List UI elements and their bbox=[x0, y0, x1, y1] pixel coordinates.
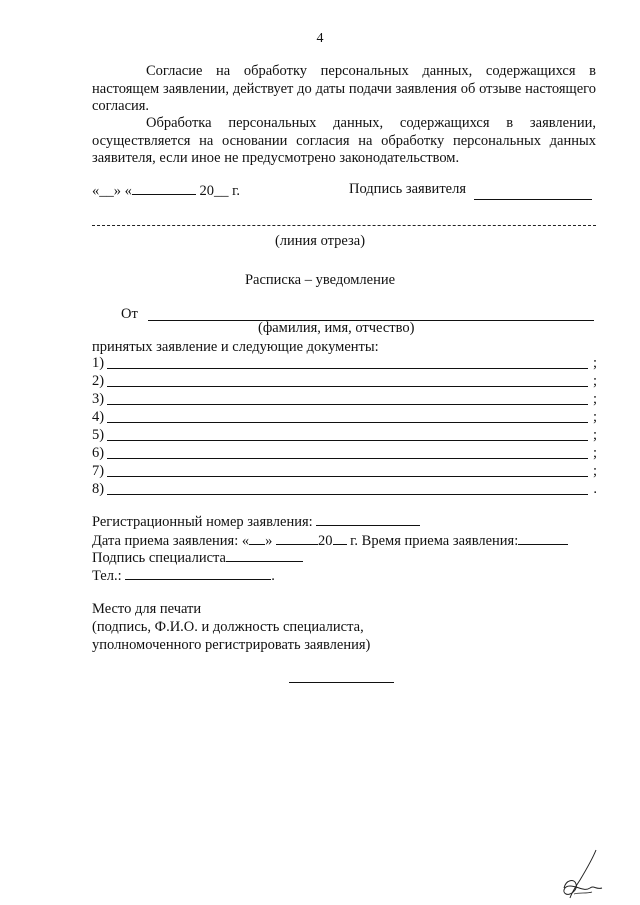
specialist-signature-row bbox=[92, 548, 303, 567]
handwritten-signature bbox=[556, 848, 608, 902]
document-line-end: ; bbox=[592, 409, 597, 425]
date-month-blank bbox=[132, 181, 196, 195]
registration-number-label: Регистрационный номер заявления: bbox=[92, 514, 313, 530]
document-line-end: ; bbox=[592, 355, 597, 371]
receipt-year-blank bbox=[333, 531, 347, 545]
document-blank-line bbox=[107, 422, 588, 423]
cut-line bbox=[92, 225, 596, 226]
receipt-month-blank bbox=[276, 531, 318, 545]
cut-line-caption: (линия отреза) bbox=[274, 233, 366, 249]
document-line-end: ; bbox=[592, 373, 597, 389]
phone-row bbox=[92, 566, 275, 585]
document-number: 2) bbox=[92, 373, 105, 389]
receipt-date-quote-close: » bbox=[265, 533, 273, 549]
from-name-caption: (фамилия, имя, отчество) bbox=[258, 320, 415, 336]
document-blank-line bbox=[107, 386, 588, 387]
consent-paragraph-validity: Согласие на обработку персональных данных, содержащихся в настоящем заявлении, действует до даты подачи заявления об отзыве настоящего согласия. bbox=[92, 63, 596, 114]
registration-number-blank bbox=[316, 512, 420, 526]
document-number: 5) bbox=[92, 427, 105, 443]
phone-blank bbox=[125, 566, 271, 580]
document-line-end: ; bbox=[592, 445, 597, 461]
phone-label: Тел.: bbox=[92, 568, 122, 584]
document-blank-line bbox=[107, 476, 588, 477]
receipt-title: Расписка – уведомление bbox=[244, 272, 396, 288]
phone-end: . bbox=[271, 568, 275, 584]
document-number: 6) bbox=[92, 445, 105, 461]
document-blank-line bbox=[107, 404, 588, 405]
consent-paragraph-basis: Обработка персональных данных, содержащихся в заявлении, осуществляется на основании согласия на обработку персональных данных заявителя, если иное не предусмотрено законодательством. bbox=[92, 115, 596, 166]
document-number: 4) bbox=[92, 409, 105, 425]
documents-intro: принятых заявление и следующие документы: bbox=[92, 339, 379, 355]
document-blank-line bbox=[107, 458, 588, 459]
document-number: 1) bbox=[92, 355, 105, 371]
stamp-caption-line-2: уполномоченного регистрировать заявления) bbox=[92, 637, 371, 653]
applicant-signature-line bbox=[474, 199, 592, 200]
stamp-caption-line-1: (подпись, Ф.И.О. и должность специалиста, bbox=[92, 619, 364, 635]
receipt-date-label: Дата приема заявления: « bbox=[92, 533, 250, 549]
document-blank-line bbox=[107, 494, 588, 495]
document-blank-line bbox=[107, 440, 588, 441]
document-line-1 bbox=[92, 355, 597, 373]
date-year-label: 20__ г. bbox=[199, 183, 241, 199]
applicant-signature-label: Подпись заявителя bbox=[349, 181, 466, 197]
registration-number-row bbox=[92, 512, 420, 531]
document-line-end: . bbox=[593, 481, 597, 497]
stamp-place-label: Место для печати bbox=[92, 601, 202, 617]
document-line-6 bbox=[92, 445, 597, 463]
document-blank-line bbox=[107, 368, 588, 369]
document-line-3 bbox=[92, 391, 597, 409]
document-line-end: ; bbox=[592, 463, 597, 479]
closing-line bbox=[289, 682, 394, 683]
receipt-time-label: г. Время приема заявления: bbox=[350, 533, 519, 549]
receipt-day-blank bbox=[249, 531, 265, 545]
document-line-end: ; bbox=[592, 391, 597, 407]
applicant-date-field bbox=[92, 181, 240, 200]
specialist-signature-blank bbox=[226, 548, 303, 562]
document-number: 7) bbox=[92, 463, 105, 479]
document-number: 3) bbox=[92, 391, 105, 407]
document-line-end: ; bbox=[592, 427, 597, 443]
document-line-7 bbox=[92, 463, 597, 481]
document-line-8 bbox=[92, 481, 597, 499]
document-line-2 bbox=[92, 373, 597, 391]
receipt-date-year: 20 bbox=[318, 533, 333, 549]
document-number: 8) bbox=[92, 481, 105, 497]
page-number: 4 bbox=[316, 31, 324, 46]
document-line-5 bbox=[92, 427, 597, 445]
specialist-signature-label: Подпись специалиста bbox=[92, 550, 226, 566]
date-day-month-label: «__» « bbox=[92, 183, 132, 199]
from-label: От bbox=[121, 306, 138, 322]
receipt-time-blank bbox=[518, 531, 568, 545]
document-line-4 bbox=[92, 409, 597, 427]
